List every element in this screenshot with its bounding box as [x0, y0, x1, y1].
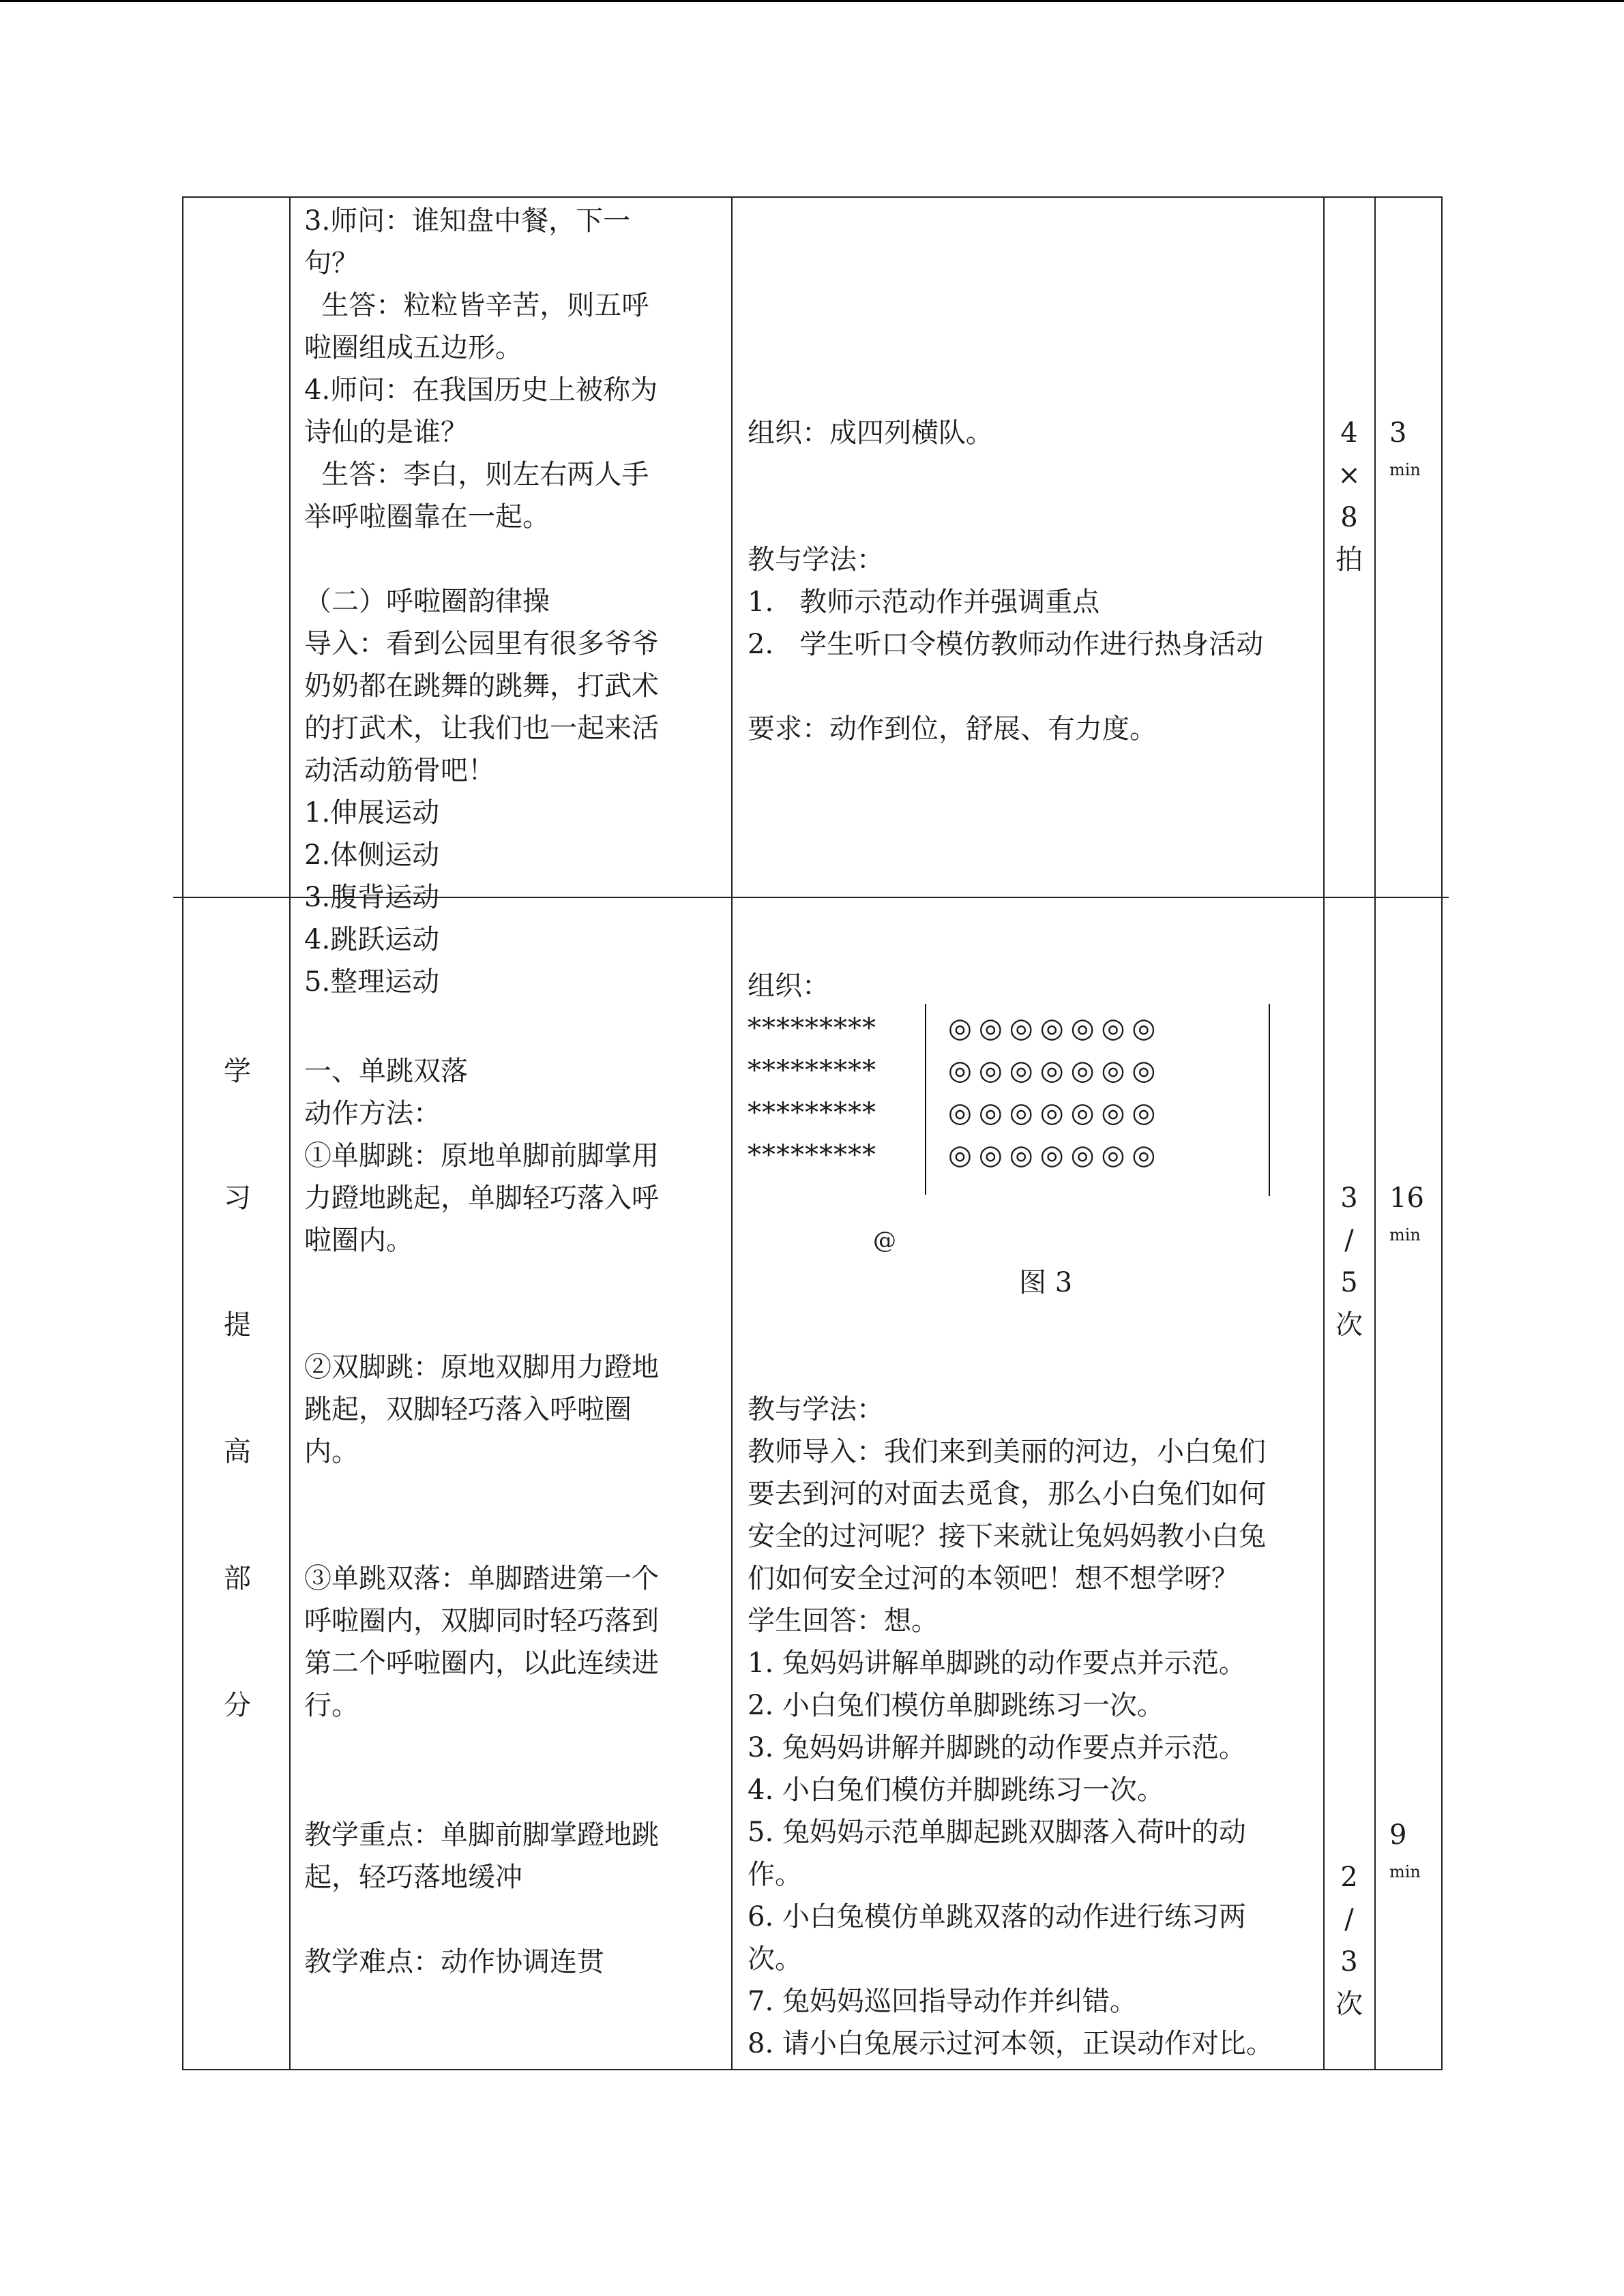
student-row-stars: ********* [748, 1055, 876, 1086]
method-line: 们如何安全过河的本领吧！想不想学呀？ [748, 1563, 1239, 1594]
text-line: ②双脚跳：原地双脚用力蹬地 [304, 1352, 659, 1383]
table-border-right [1441, 196, 1443, 2070]
count-char: × [1338, 460, 1361, 491]
count-char: 3 [1340, 1182, 1358, 1214]
hoop-row: ◎◎◎◎◎◎◎ [948, 1139, 1163, 1171]
formation-line-right [1269, 1004, 1270, 1196]
text-line: 一、单跳双落 [304, 1056, 468, 1087]
text-line: （二）呼啦圈韵律操 [304, 586, 550, 617]
count-char: 4 [1340, 417, 1358, 449]
section-label-char: 分 [224, 1690, 251, 1721]
text-line: 力蹬地跳起，单脚轻巧落入呼 [304, 1182, 659, 1214]
text-line: 诗仙的是谁？ [304, 417, 468, 448]
method-line: 作。 [748, 1859, 802, 1890]
hoop-row: ◎◎◎◎◎◎◎ [948, 1013, 1163, 1044]
method-line: 要去到河的对面去觅食，那么小白兔们如何 [748, 1478, 1266, 1510]
table-divider-2 [731, 196, 733, 2070]
method-line: 次。 [748, 1943, 802, 1975]
table-divider-1 [289, 196, 291, 2070]
teacher-position-mark: @ [873, 1227, 896, 1254]
text-line: 1.伸展运动 [304, 797, 440, 829]
text-line: 导入：看到公园里有很多爷爷 [304, 628, 659, 659]
organization-title: 组织： [748, 970, 829, 1002]
method-line: 2. 小白兔们模仿单脚跳练习一次。 [748, 1690, 1164, 1721]
text-line: 啦圈组成五边形。 [304, 332, 522, 363]
text-line: 动作方法： [304, 1098, 441, 1129]
text-line: 4.师问：在我国历史上被称为 [304, 374, 658, 406]
student-row-stars: ********* [748, 1013, 876, 1044]
method-title: 教与学法： [748, 1394, 884, 1425]
method-line: 3. 兔妈妈讲解并脚跳的动作要点并示范。 [748, 1732, 1246, 1763]
student-row-stars: ********* [748, 1097, 876, 1129]
count-char: 次 [1335, 1988, 1363, 2020]
method-line: 学生回答：想。 [748, 1605, 939, 1637]
method-line: 安全的过河呢？接下来就让兔妈妈教小白兔 [748, 1521, 1266, 1552]
hoop-row: ◎◎◎◎◎◎◎ [948, 1055, 1163, 1086]
method-line: 8. 请小白兔展示过河本领，正误动作对比。 [748, 2028, 1273, 2059]
text-line: 内。 [304, 1436, 359, 1467]
count-char: 8 [1340, 502, 1358, 533]
method-line: 1. 兔妈妈讲解单脚跳的动作要点并示范。 [748, 1648, 1246, 1679]
text-line: 动活动筋骨吧！ [304, 755, 495, 786]
figure-caption: 图 3 [1019, 1267, 1073, 1298]
section-label-char: 提 [224, 1309, 251, 1341]
method-item: 2. 学生听口令模仿教师动作进行热身活动 [748, 629, 1264, 660]
text-line: 3.师问：谁知盘中餐，下一 [304, 205, 631, 237]
text-line: 跳起，双脚轻巧落入呼啦圈 [304, 1394, 632, 1425]
method-item: 1. 教师示范动作并强调重点 [748, 586, 1100, 618]
time-unit: min [1389, 1225, 1421, 1244]
count-char: / [1344, 1904, 1354, 1935]
text-line: 啦圈内。 [304, 1225, 413, 1256]
organization-text: 组织：成四列横队。 [748, 417, 993, 449]
count-char: 3 [1340, 1946, 1358, 1978]
section-label-char: 高 [224, 1436, 251, 1467]
key-point-line: 起，轻巧落地缓冲 [304, 1862, 522, 1893]
table-divider-4 [1374, 196, 1376, 2070]
student-row-stars: ********* [748, 1139, 876, 1171]
time-value: 9 [1389, 1819, 1407, 1851]
text-line: 句？ [304, 248, 359, 279]
text-line: 举呼啦圈靠在一起。 [304, 501, 550, 533]
key-point-line: 教学重点：单脚前脚掌蹬地跳 [304, 1819, 659, 1851]
section-label-char: 习 [224, 1182, 251, 1214]
requirement-text: 要求：动作到位，舒展、有力度。 [748, 713, 1157, 745]
table-border-left [182, 196, 183, 2070]
time-value: 16 [1389, 1182, 1424, 1214]
hoop-row: ◎◎◎◎◎◎◎ [948, 1097, 1163, 1129]
count-char: 2 [1340, 1862, 1358, 1893]
text-line: 2.体侧运动 [304, 839, 440, 871]
method-line: 5. 兔妈妈示范单脚起跳双脚落入荷叶的动 [748, 1817, 1246, 1848]
count-char: / [1344, 1225, 1354, 1256]
text-line: ①单脚跳：原地单脚前脚掌用 [304, 1140, 659, 1172]
text-line: 生答：李白，则左右两人手 [304, 459, 649, 490]
time-value: 3 [1389, 417, 1407, 449]
text-line: 5.整理运动 [304, 966, 440, 998]
count-char: 拍 [1335, 544, 1363, 576]
difficulty-line: 教学难点：动作协调连贯 [304, 1946, 604, 1978]
text-line: 呼啦圈内，双脚同时轻巧落到 [304, 1605, 659, 1637]
table-border-top [182, 196, 1443, 198]
section-label-char: 学 [224, 1056, 251, 1087]
formation-line-left [925, 1004, 926, 1195]
method-line: 6. 小白兔模仿单跳双落的动作进行练习两 [748, 1901, 1246, 1933]
method-title: 教与学法： [748, 544, 884, 576]
count-char: 5 [1340, 1267, 1358, 1298]
section-label-char: 部 [224, 1563, 251, 1594]
table-border-bottom [182, 2069, 1443, 2070]
method-line: 7. 兔妈妈巡回指导动作并纠错。 [748, 1986, 1137, 2017]
text-line: 第二个呼啦圈内，以此连续进 [304, 1648, 659, 1679]
text-line: 4.跳跃运动 [304, 924, 440, 955]
text-line: 的打武术，让我们也一起来活 [304, 713, 659, 744]
text-line: 行。 [304, 1690, 359, 1721]
method-line: 教师导入：我们来到美丽的河边，小白兔们 [748, 1436, 1266, 1467]
text-line: 奶奶都在跳舞的跳舞，打武术 [304, 670, 659, 702]
method-line: 4. 小白兔们模仿并脚跳练习一次。 [748, 1774, 1164, 1806]
text-line: ③单跳双落：单脚踏进第一个 [304, 1563, 659, 1594]
time-unit: min [1389, 460, 1421, 479]
time-unit: min [1389, 1862, 1421, 1881]
text-line: 生答：粒粒皆辛苦，则五呼 [304, 290, 649, 321]
text-line: 3.腹背运动 [304, 882, 440, 913]
count-char: 次 [1335, 1309, 1363, 1341]
